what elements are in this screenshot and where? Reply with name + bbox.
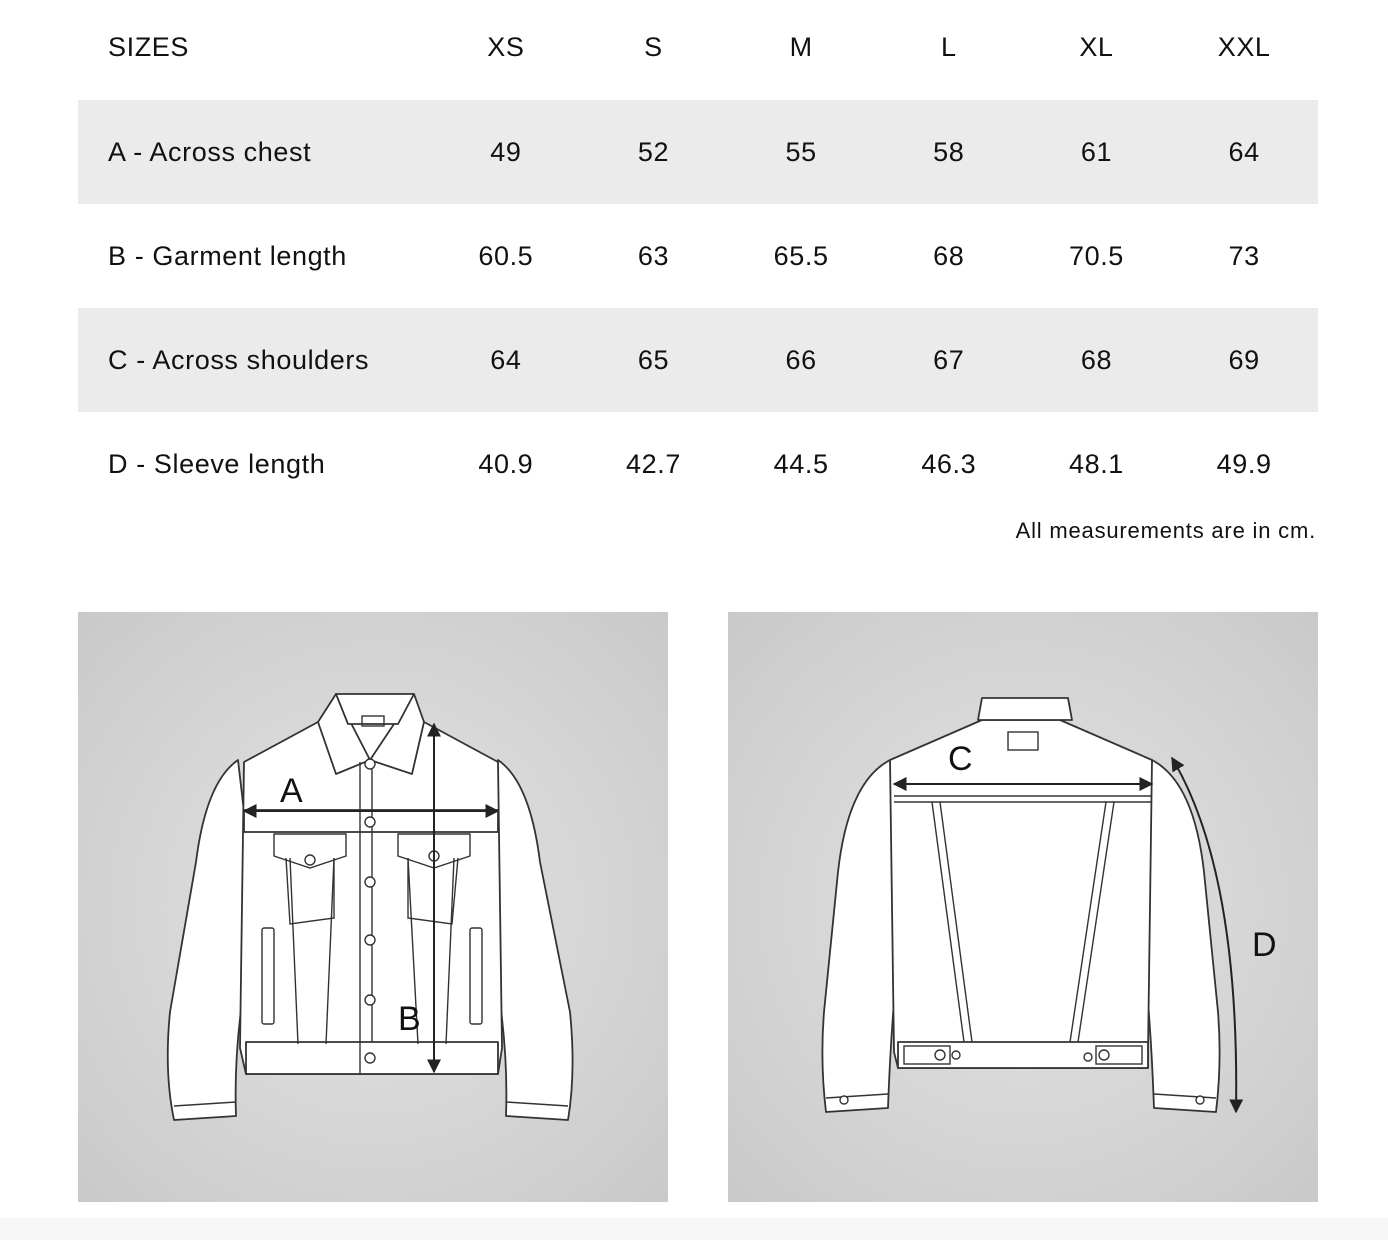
table-cell: 69 [1228, 344, 1260, 375]
table-cell: 73 [1228, 240, 1260, 271]
table-cell: 40.9 [478, 448, 534, 479]
dimension-a-label: A [280, 772, 303, 810]
measurement-unit-note: All measurements are in cm. [1015, 518, 1316, 543]
size-header-row [78, 0, 1318, 100]
table-cell: 70.5 [1068, 240, 1124, 271]
row-label: D - Sleeve length [108, 448, 326, 479]
table-cell: 60.5 [478, 240, 534, 271]
jacket-front-diagram [78, 612, 668, 1202]
dimension-c-label: C [948, 740, 973, 778]
table-row-garment-length [78, 204, 1318, 308]
table-cell: 63 [637, 240, 670, 271]
jacket-front-illustration [78, 612, 668, 1202]
table-cell: 48.1 [1068, 448, 1124, 479]
sizes-header-label: SIZES [108, 31, 190, 62]
table-cell: 52 [637, 136, 670, 167]
table-cell: 65.5 [773, 240, 829, 271]
table-cell: 68 [1080, 344, 1113, 375]
table-cell: 61 [1080, 136, 1113, 167]
table-cell: 44.5 [773, 448, 829, 479]
size-header-l: L [940, 31, 957, 62]
dimension-d-label: D [1252, 926, 1277, 964]
footer-strip [0, 1218, 1388, 1240]
table-cell: 67 [933, 344, 965, 375]
size-header-xxl: XXL [1217, 31, 1271, 62]
table-cell: 65 [637, 344, 670, 375]
size-header-xl: XL [1079, 31, 1114, 62]
table-cell: 49.9 [1216, 448, 1272, 479]
table-cell: 42.7 [626, 448, 681, 479]
dimension-b-label: B [398, 1000, 421, 1038]
size-chart-table [78, 0, 1318, 516]
table-row-across-chest [78, 100, 1318, 204]
table-cell: 49 [490, 136, 522, 167]
size-header-m: M [789, 31, 813, 62]
table-cell: 46.3 [921, 448, 977, 479]
size-header-s: S [644, 31, 663, 62]
jacket-back-diagram [728, 612, 1318, 1202]
table-cell: 55 [785, 136, 817, 167]
row-label: A - Across chest [108, 136, 312, 167]
table-cell: 64 [1228, 136, 1260, 167]
size-header-xs: XS [487, 31, 525, 62]
row-label: C - Across shoulders [108, 344, 370, 375]
jacket-back-illustration [728, 612, 1318, 1202]
table-cell: 66 [785, 344, 817, 375]
table-cell: 58 [933, 136, 965, 167]
table-row-across-shoulders [78, 308, 1318, 412]
table-cell: 64 [490, 344, 522, 375]
table-cell: 68 [933, 240, 965, 271]
row-label: B - Garment length [108, 240, 347, 271]
table-row-sleeve-length [78, 412, 1318, 516]
